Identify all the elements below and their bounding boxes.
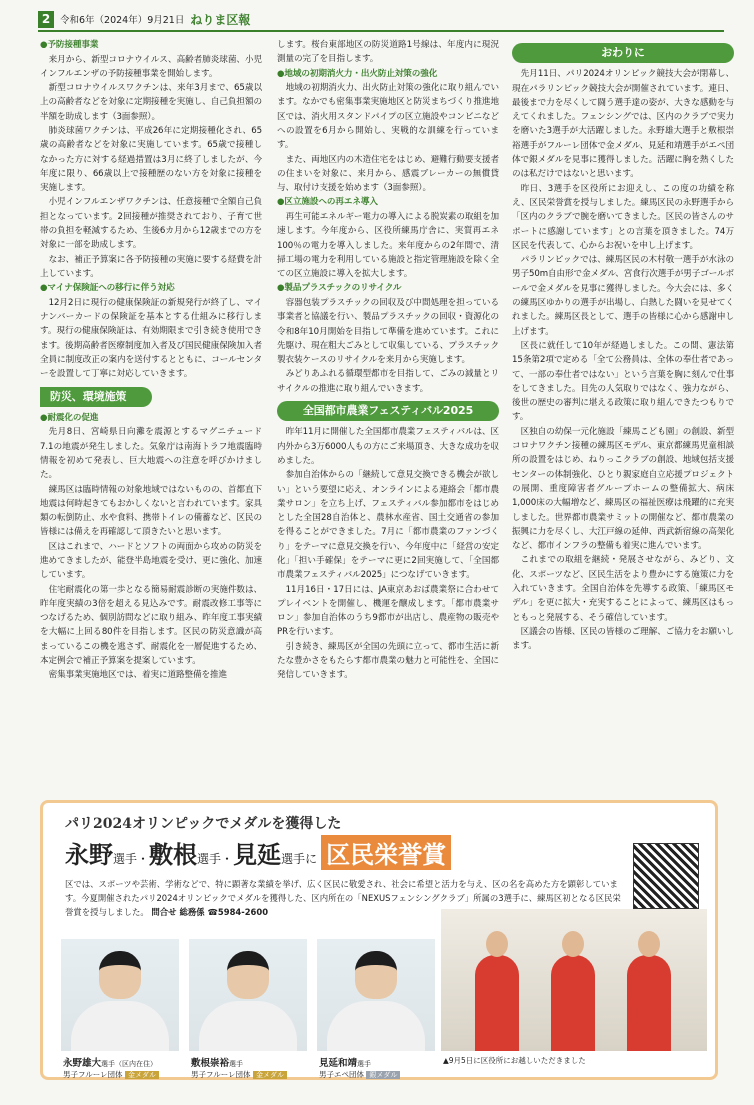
subheading: ●製品プラスチックのリサイクル	[277, 283, 402, 294]
athlete-name: 見延	[233, 840, 282, 869]
section-band: おわりに	[512, 43, 734, 63]
paragraph: 容器包装プラスチックの回収及び中間処理を担っている事業者と協議を行い、製品プラスチックの回収・資源化の令和8年10月開始を目指して準備を進めています。これに先駆け、現在粗大ごみとして収集している、プラスチック製衣装ケースのリサイクルを来月から実施します。	[277, 297, 499, 366]
paragraph: 肺炎球菌ワクチンは、平成26年に定期接種化され、65歳の高齢者などを対象に実施しています。65歳で接種しなかった方に対する経過措置は3月に終了しましたが、今年度に限り、66歳以上で接種歴のない方を対象に接種を実施します。	[40, 125, 262, 194]
award-box	[40, 800, 718, 1080]
paragraph: します。桜台東部地区の防災道路1号線は、年度内に現況測量の完了を目指します。	[277, 40, 499, 65]
award-description: 区では、スポーツや芸術、学術などで、特に顕著な業績を挙げ、広く区民に敬愛され、社会に希望と活力を与え、区の名を高めた方を顕彰しています。今夏開催されたパリ2024オリンピックでメダルを獲得した、区内所在の「NEXUSフェンシングクラブ」所属の3選手に、練馬区初となる区民栄誉賞を授与しました。 問合せ 総務係 ☎5984-2600	[65, 879, 621, 917]
paragraph: 住宅耐震化の第一歩となる簡易耐震診断の実施件数は、昨年度実績の3倍を超える見込みです。耐震改修工事等につなげるため、個別訪問などに取り組み、昨年度工事実績を大幅に上回る80件を目指します。区民の防災意識が高まっているこの機を逃さず、耐震化を一層促進するため、本定例会で補正予算案を提案しています。	[40, 584, 262, 667]
qr-code[interactable]	[633, 843, 699, 909]
award-name: 区民栄誉賞	[321, 835, 451, 870]
athlete-name: 敷根	[149, 840, 198, 869]
athlete-team: 男子フルーレ団体 金メダル	[63, 1069, 159, 1080]
paragraph: 引き続き、練馬区が全国の先頭に立って、都市生活に新たな豊かさをもたらす都市農業の魅力と可能性を、全国に発信していきます。	[277, 641, 499, 681]
athlete-photo	[317, 939, 435, 1051]
athlete-team: 男子エペ団体 銀メダル	[319, 1069, 400, 1080]
paragraph: 11月16日・17日には、JA東京あおば農業祭に合わせてプレイベントを開催し、機運を醸成します。「都市農業サロン」参加自治体のうち9都市が出店し、農産物の販売やPRを行います。	[277, 584, 499, 638]
page-header	[38, 10, 250, 28]
athlete-name-label: 敷根崇裕選手	[191, 1058, 244, 1069]
paragraph: みどりあふれる循環型都市を目指して、ごみの減量とリサイクルの推進に取り組んでいきます。	[277, 369, 499, 394]
paragraph: パラリンピックでは、練馬区民の木村敬一選手が水泳の男子50m自由形で金メダル、宮食行次選手が男子ゴールボールで金メダルを見事に獲得しました。今大会には、多くの練馬区ゆかりの選手が出場し、白熱した闘いを見せてくれました。練馬区長として、選手の皆様に心から感謝申し上げます。	[512, 255, 734, 337]
paragraph: 新型コロナウイルスワクチンは、来年3月まで、65歳以上の高齢者などを対象に定期接種を実施し、自己負担額の半額を助成します（3面参照）。	[40, 83, 262, 122]
photo-caption: ▲9月5日に区役所にお越しいただきました	[443, 1056, 586, 1065]
paragraph: 区議会の皆様、区民の皆様のご理解、ご協力をお願いします。	[512, 626, 734, 652]
subheading: ●耐震化の促進	[40, 412, 99, 423]
medal-badge: 金メダル	[125, 1071, 159, 1079]
subheading: ●マイナ保険証への移行に伴う対応	[40, 283, 175, 294]
athlete-name: 永野	[65, 840, 113, 869]
subheading: ●地域の初期消火力・出火防止対策の強化	[277, 68, 438, 79]
athlete-name-label: 永野雄大選手（区内在住）	[63, 1058, 158, 1069]
column-3	[512, 38, 734, 653]
paragraph: 12月2日に現行の健康保険証の新規発行が終了し、マイナンバーカードの保険証を基本とする仕組みに移行します。現行の健康保険証は、有効期限まで引き続き使用できます。後期高齢者医療制度加入者及び国民健康保険加入者全員に制度改正の案内を送付するとともに、コールセンターを設置して丁寧に対応していきます。	[40, 297, 262, 380]
header-rule	[38, 30, 724, 32]
issue-date: 令和6年（2024年）9月21日	[60, 15, 185, 26]
paragraph: 区はこれまで、ハードとソフトの両面から攻めの防災を進めてきましたが、能登半島地震を受け、更に強化、加速しています。	[40, 541, 262, 581]
award-subtitle: パリ2024オリンピックでメダルを獲得した	[65, 816, 342, 832]
page-number: 2	[38, 11, 54, 28]
section-band: 防災、環境施策	[40, 387, 152, 407]
section-band: 全国都市農業フェスティバル2025	[277, 401, 499, 421]
paragraph: 昨日、3選手を区役所にお迎えし、この度の功績を称え、区民栄誉賞を授与しました。練馬区民の永野選手から「区内のクラブで腕を磨いてきました。区民の皆さんのサポートに感謝しています」との言葉を頂きました。74万区民を代表して、心からお祝いを申し上げます。	[512, 183, 734, 251]
paragraph: 来月から、新型コロナウイルス、高齢者肺炎球菌、小児インフルエンザの予防接種事業を開始します。	[40, 54, 262, 79]
subheading: ●予防接種事業	[40, 40, 99, 50]
column-2	[277, 38, 499, 683]
paragraph: 練馬区は臨時情報の対象地域ではないものの、首都直下地震は何時起きてもおかしくないと言われています。家具類の転倒防止、水や食料、携帯トイレの備蓄など、区民の皆様には備えを再確認して頂きたいと思います。	[40, 484, 262, 538]
contact-info: 問合せ 総務係 ☎5984-2600	[151, 907, 269, 917]
paragraph: これまでの取組を継続・発展させながら、みどり、文化、スポーツなど、区民生活をより豊かにする施策に力を入れていきます。全国自治体を先導する政策、「練馬区モデル」を更に拡大・充実することによって、練馬区はもっともっと発展する、そう確信しています。	[512, 555, 734, 623]
paragraph: 小児インフルエンザワクチンは、任意接種で全額自己負担となっています。2回接種が推奨されており、子育て世帯の負担を軽減するため、生後6カ月から12歳までの方を対象に一部を助成します。	[40, 197, 262, 251]
group-photo	[441, 909, 707, 1051]
paragraph: 密集事業実施地区では、着実に道路整備を推進	[48, 670, 227, 681]
athlete-name-label: 見延和靖選手	[319, 1058, 372, 1069]
paragraph: 再生可能エネルギー電力の導入による脱炭素の取組を加速します。今年度から、区役所練馬庁舎に、実質再エネ100％の電力を導入しました。来年度からの2年間で、清掃工場の電力を利用している施設と指定管理施設を除く全ての区立施設に導入を拡大します。	[277, 211, 499, 280]
medal-badge: 金メダル	[253, 1071, 287, 1079]
paragraph: 昨年11月に開催した全国都市農業フェスティバルは、区内外から3万6000人もの方にご来場頂き、大きな成功を収めました。	[277, 427, 499, 466]
medal-badge: 銀メダル	[366, 1071, 400, 1079]
athlete-team: 男子フルーレ団体 金メダル	[191, 1069, 287, 1080]
paragraph: 先月8日、宮崎県日向灘を震源とするマグニチュード7.1の地震が発生しました。気象庁は南海トラフ地震臨時情報を初めて発表し、巨大地震への注意を呼びかけました。	[40, 427, 262, 481]
column-1	[40, 38, 262, 683]
paragraph: 先月11日、パリ2024オリンピック競技大会が閉幕し、現在パラリンピック競技大会が開催されています。連日、最後まで力を尽くして闘う選手達の姿が、大きな感動を与えてくれました。フェンシングでは、区内のクラブで実力を磨いた3選手が大活躍しました。永野雄大選手と敷根崇裕選手がフルーレ団体で金メダル、見延和靖選手がエペ団体で銀メダルを見事に獲得しました。活躍に胸を熱くしたのは私だけではないと思います。	[512, 69, 734, 180]
paragraph: 参加自治体からの「継続して意見交換できる機会が欲しい」という要望に応え、オンラインによる連絡会「都市農業サロン」を立ち上げ、フェスティバル参加都市をはじめとした全国28自治体と、農林水産省、国土交通省の参加を得ることができました。7月に「都市農業のファンづくり」をテーマに意見交換を行い、今年度中に「経営の安定化」「担い手確保」をテーマに更に2回実施して、「全国都市農業フェスティバル2025」につなげていきます。	[277, 470, 499, 581]
athlete-photo	[61, 939, 179, 1051]
paragraph: 区長に就任して10年が経過しました。この間、憲法第15条第2項で定める「全て公務員は、全体の奉仕者であって、一部の奉仕者ではない」という言葉を胸に刻んで仕事をしてきました。目先の人気取りではなく、強力ながら、後世の歴史の審判に堪える政策に取り組んできたつもりです。	[512, 340, 734, 423]
award-title: 永野 選手 ・ 敷根 選手 ・ 見延 選手 に 区民栄誉賞	[65, 835, 451, 870]
paragraph: また、両地区内の木造住宅をはじめ、避難行動要支援者の住まいを対象に、来月から、感震ブレーカーの無償貸与、取付け支援を始めます（3面参照）。	[277, 154, 499, 194]
paragraph: なお、補正予算案に各予防接種の実施に要する経費を計上しています。	[40, 254, 262, 279]
paragraph: 地域の初期消火力、出火防止対策の強化に取り組んでいます。なかでも密集事業実施地区と防災まちづくり推進地区では、消火用スタンドパイプの区立施設やコンビニなどへの設置を6月から開始し、実戦的な訓練を行っています。	[277, 83, 499, 151]
publication-logo: ねりま区報	[190, 12, 251, 27]
athlete-photo	[189, 939, 307, 1051]
paragraph: 区独自の幼保一元化施設「練馬こども園」の創設、新型コロナワクチン接種の練馬区モデル、東京都練馬児童相談所の設置をはじめ、ねりっこクラブの創設、地域包括支援センターの体制強化、ひとり親家庭自立応援プロジェクトの展開、重度障害者グループホームの整備拡大、病床1,000床の大幅増など、練馬区の福祉医療は飛躍的に充実しました。世界都市農業サミットの開催など、都市農業の振興に力を尽くし、大江戸線の延伸、西武新宿線の高架化など、都市インフラの整備も着実に進んでいます。	[512, 426, 734, 552]
subheading: ●区立施設への再エネ導入	[277, 197, 378, 208]
